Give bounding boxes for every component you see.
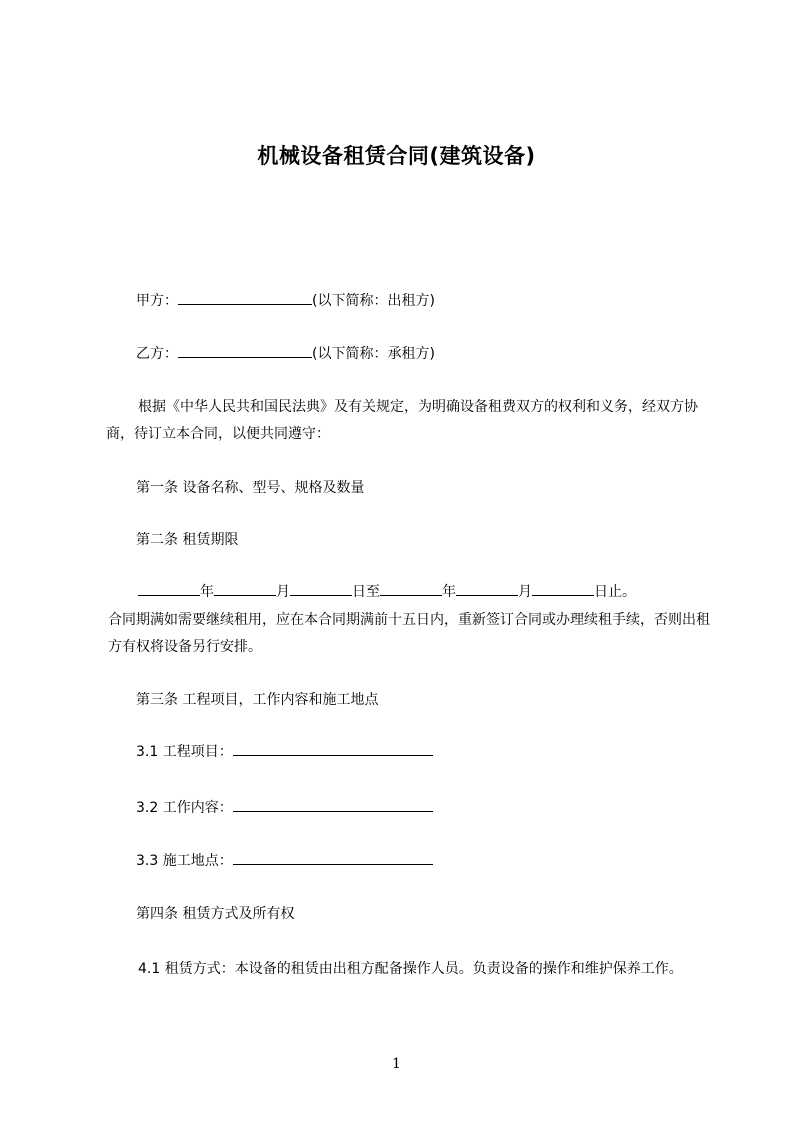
end-month-blank	[456, 581, 518, 596]
party-b-line	[136, 343, 435, 365]
renewal-paragraph: 合同期满如需要继续租用，应在本合同期满前十五日内，重新签订合同或办理续租手续，否则出租方有权将设备另行安排。	[108, 612, 710, 655]
year-text-end: 年	[442, 584, 456, 600]
start-year-blank	[138, 581, 200, 596]
start-month-blank	[214, 581, 276, 596]
day-end-text: 日止。	[594, 584, 636, 600]
end-day-blank	[532, 581, 594, 596]
item-3-2-line	[136, 797, 433, 819]
intro-paragraph: 根据《中华人民共和国民法典》及有关规定，为明确设备租费双方的权利和义务，经双方协商，待订立本合同，以便共同遵守：	[106, 399, 698, 442]
party-a-blank	[178, 290, 312, 305]
party-b-blank	[178, 343, 312, 358]
item-3-3-label: 3.3 施工地点：	[136, 853, 233, 869]
month-text-end: 月	[518, 584, 532, 600]
item-3-2-label: 3.2 工作内容：	[136, 800, 233, 816]
article-2-heading: 第二条 租赁期限	[136, 532, 239, 548]
article-1-heading: 第一条 设备名称、型号、规格及数量	[136, 480, 365, 496]
party-a-note: (以下简称：出租方)	[312, 293, 435, 309]
item-3-1-label: 3.1 工程项目：	[136, 744, 233, 760]
start-day-blank	[290, 581, 352, 596]
page-number: 1	[392, 1056, 401, 1072]
day-to-text: 日至	[352, 584, 380, 600]
end-year-blank	[380, 581, 442, 596]
party-a-line	[136, 290, 435, 312]
item-3-1-blank	[233, 741, 433, 756]
party-b-note: (以下简称：承租方)	[312, 346, 435, 362]
item-3-2-blank	[233, 797, 433, 812]
lease-period-line	[138, 581, 636, 603]
party-a-label: 甲方：	[136, 293, 178, 309]
item-3-3-line	[136, 850, 433, 872]
year-text: 年	[200, 584, 214, 600]
item-3-1-line	[136, 741, 433, 763]
document-title: 机械设备租赁合同(建筑设备)	[257, 144, 536, 168]
article-3-heading: 第三条 工程项目，工作内容和施工地点	[136, 692, 379, 708]
item-4-1-paragraph: 4.1 租赁方式：本设备的租赁由出租方配备操作人员。负责设备的操作和维护保养工作。	[138, 961, 683, 977]
article-4-heading: 第四条 租赁方式及所有权	[136, 906, 295, 922]
party-b-label: 乙方：	[136, 346, 178, 362]
month-text: 月	[276, 584, 290, 600]
item-3-3-blank	[233, 850, 433, 865]
